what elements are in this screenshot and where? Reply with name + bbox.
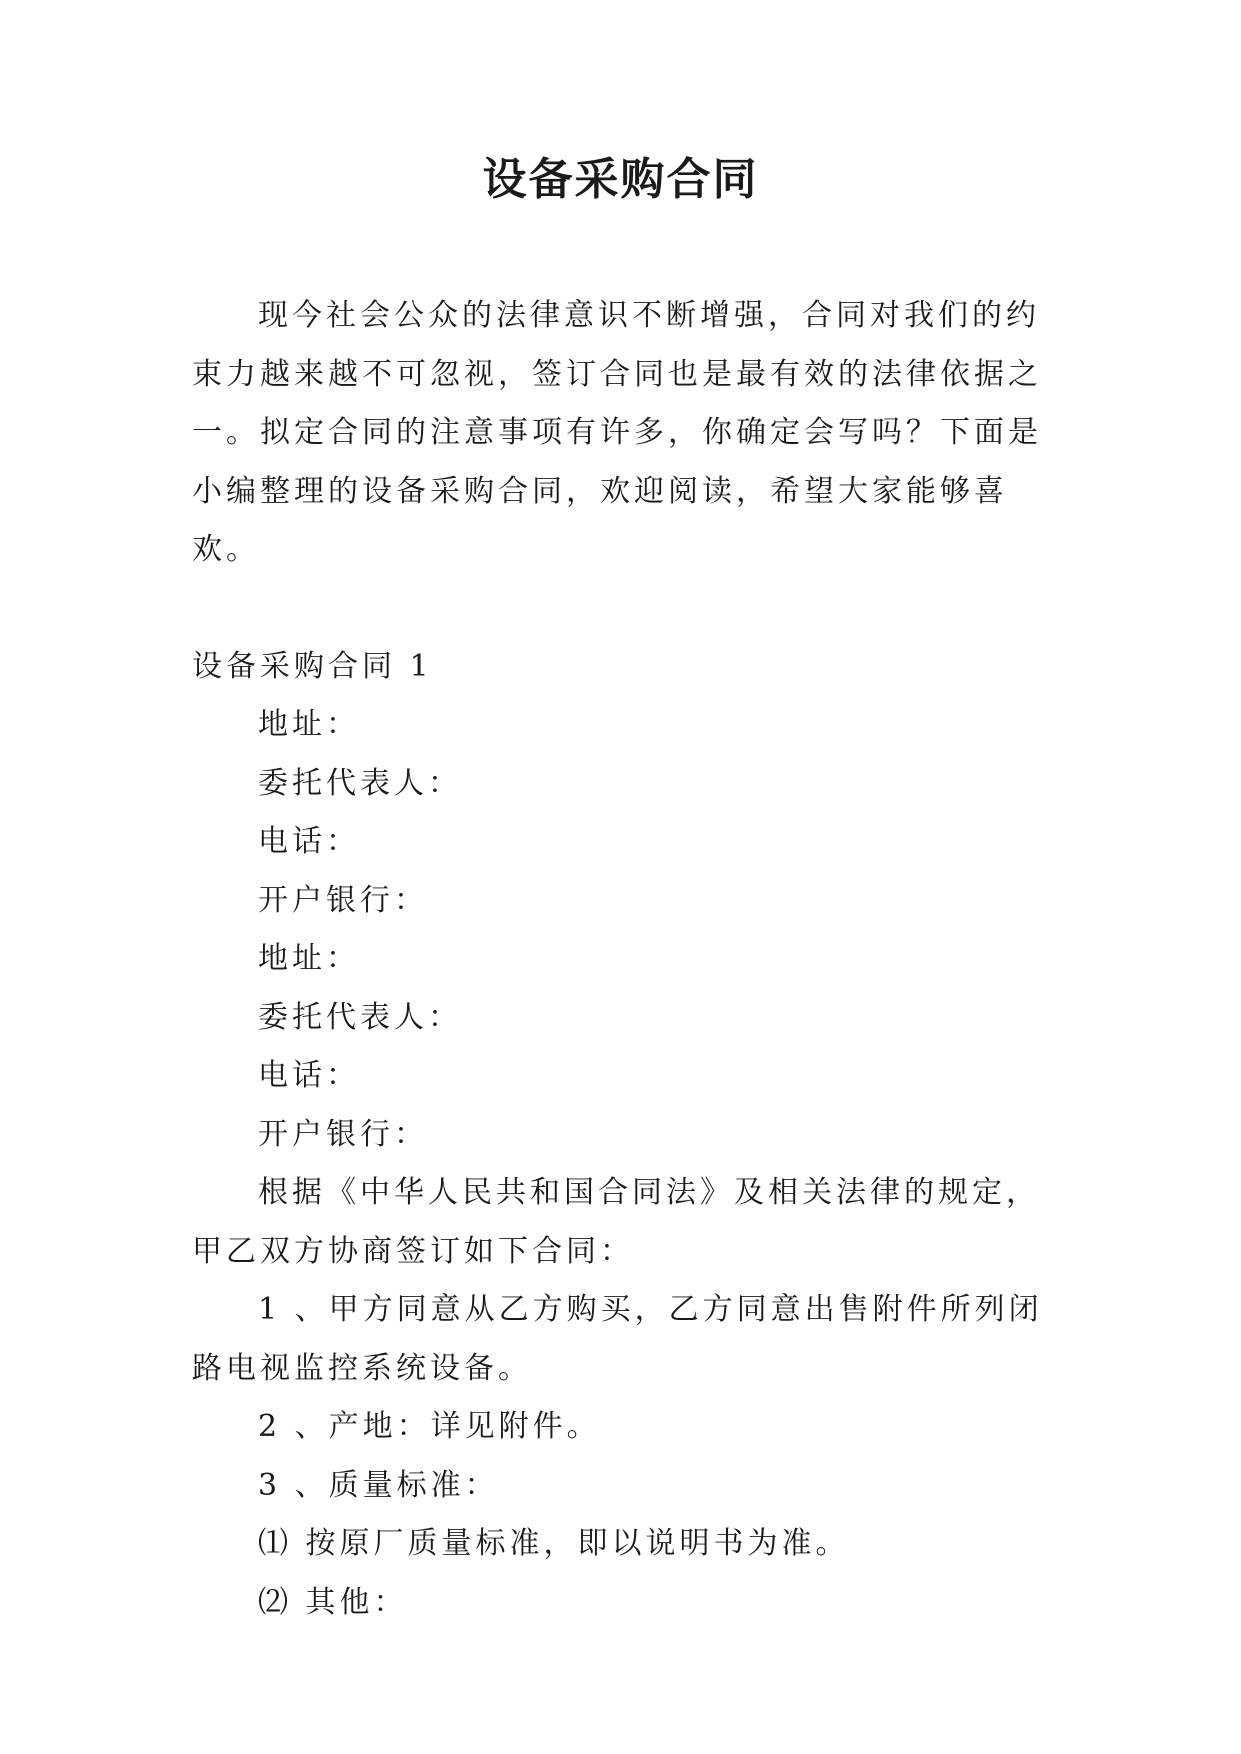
clause-2: 2 、产地：详见附件。 [258, 1409, 601, 1444]
clause-3: 3 、质量标准： [258, 1467, 499, 1503]
paragraph-spacer [192, 580, 1070, 638]
party-a-representative: 委托代表人： [258, 765, 462, 801]
document-title: 设备采购合同 [482, 154, 759, 205]
clause-3-item-2: ⑵ 其他： [258, 1584, 408, 1620]
party-b-address: 地址： [258, 941, 360, 976]
intro-paragraph: 现今社会公众的法律意识不断增强，合同对我们的约束力越来越不可忽视，签订合同也是最有效的法律依据之一。拟定合同的注意事项有许多，你确定会写吗？下面是小编整理的设备采购合同，欢迎阅读，希望大家能够喜欢。 [192, 298, 1042, 567]
party-b-representative: 委托代表人： [258, 999, 462, 1035]
party-b-bank: 开户银行： [258, 1116, 428, 1152]
clause-1: 1 、甲方同意从乙方购买，乙方同意出售附件所列闭路电视监控系统设备。 [192, 1292, 1043, 1386]
section-heading: 设备采购合同 1 [192, 648, 433, 684]
party-b-phone: 电话： [258, 1058, 360, 1093]
preamble-paragraph: 根据《中华人民共和国合同法》及相关法律的规定，甲乙双方协商签订如下合同： [192, 1175, 1040, 1269]
clause-3-item-1: ⑴ 按原厂质量标准，即以说明书为准。 [258, 1526, 850, 1561]
party-a-phone: 电话： [258, 824, 360, 859]
party-a-bank: 开户银行： [258, 882, 428, 918]
party-a-address: 地址： [258, 707, 360, 742]
document-body [192, 287, 1070, 1632]
